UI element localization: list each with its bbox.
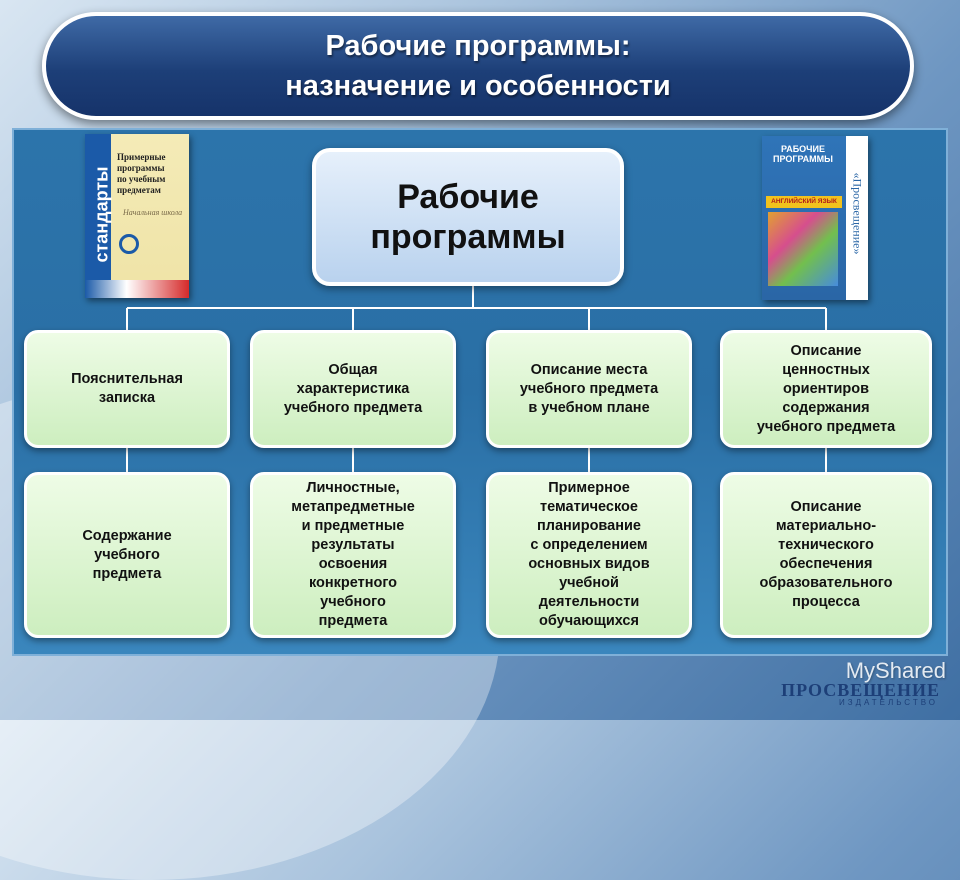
book-cover-illustration: [768, 212, 838, 286]
english-program-book-cover: [762, 136, 868, 300]
title-line-1: Рабочие программы:: [325, 30, 631, 62]
title-line-2: назначение и особенности: [285, 70, 671, 102]
root-line-1: Рабочие: [397, 178, 539, 216]
publisher-name: ПРОСВЕЩЕНИЕ: [781, 680, 940, 700]
flag-stripe: [85, 280, 189, 298]
node-explanatory-note: Пояснительная записка: [24, 330, 230, 448]
book-side-publisher: «Просвещение»: [850, 172, 865, 255]
node-learning-results: Личностные, метапредметные и предметные результаты освоения конкретного учебного предмета: [250, 472, 456, 638]
book-right-title: РАБОЧИЕ ПРОГРАММЫ: [773, 144, 833, 164]
node-subject-content: Содержание учебного предмета: [24, 472, 230, 638]
node-subject-characteristics: Общая характеристика учебного предмета: [250, 330, 456, 448]
book-right-subject: АНГЛИЙСКИЙ ЯЗЫК: [766, 196, 842, 208]
watermark-text: MyShared: [845, 658, 946, 683]
book-cover-title: Примерные программы по учебным предметам: [117, 152, 166, 195]
root-node-work-programs: [312, 148, 624, 286]
standards-logo-icon: [119, 234, 139, 254]
node-subject-place: Описание места учебного предмета в учебном плане: [486, 330, 692, 448]
book-spine-text: стандарты: [91, 166, 112, 263]
node-value-orientations: Описание ценностных ориентиров содержания учебного предмета: [720, 330, 932, 448]
standards-book-cover: [85, 134, 189, 298]
publisher-logo: [766, 658, 946, 708]
book-cover-subtitle: Начальная школа: [123, 208, 183, 217]
node-thematic-planning: Примерное тематическое планирование с определением основных видов учебной деятельности обучающихся: [486, 472, 692, 638]
root-line-2: программы: [370, 218, 566, 256]
node-material-support: Описание материально- технического обеспечения образовательного процесса: [720, 472, 932, 638]
publisher-subtitle: ИЗДАТЕЛЬСТВО: [839, 698, 938, 707]
